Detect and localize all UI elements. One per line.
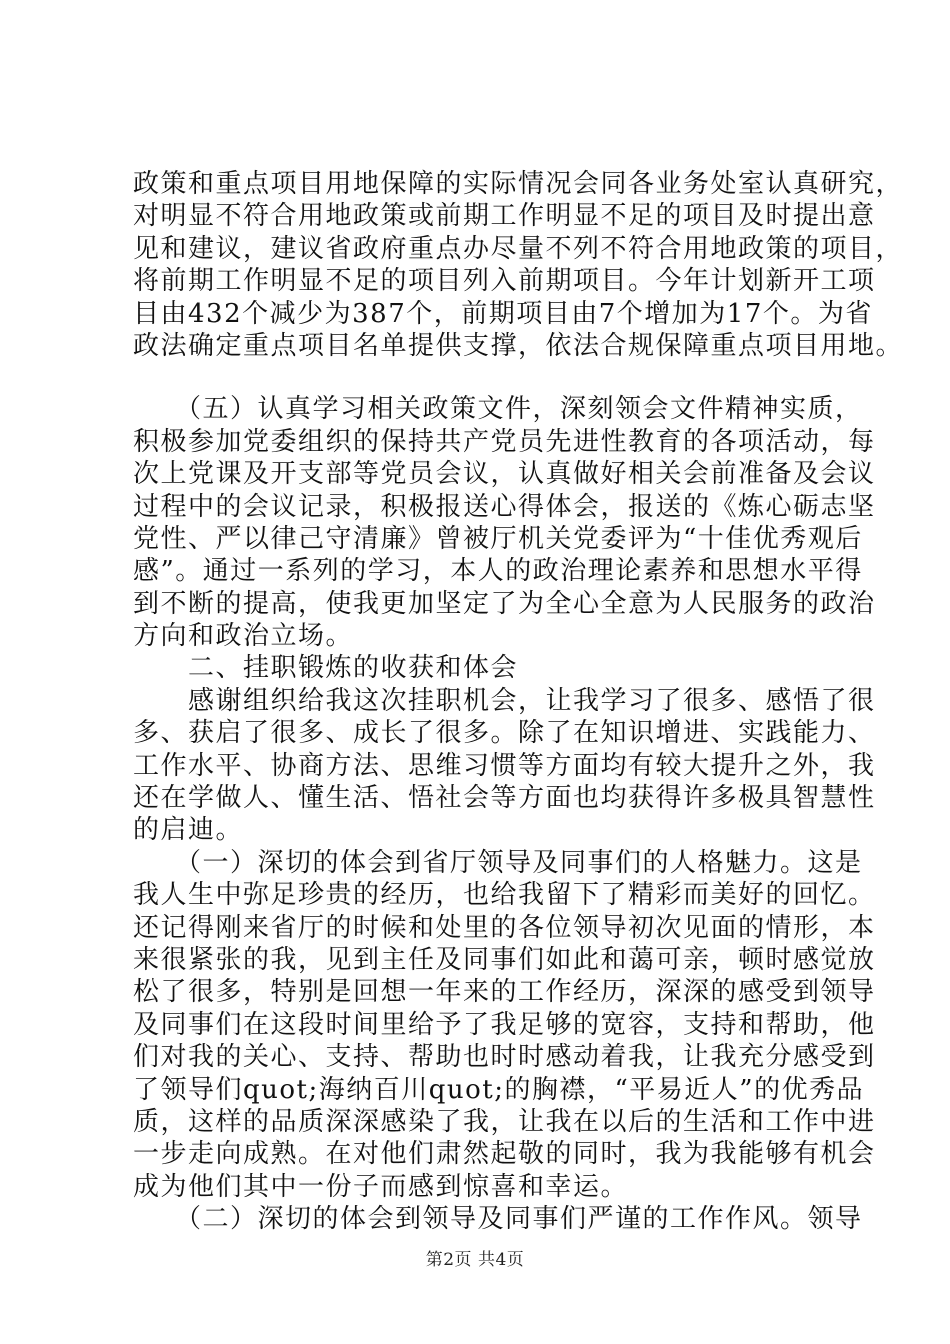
text-line: 成为他们其中一份子而感到惊喜和幸运。	[133, 1171, 629, 1202]
text-line: 的启迪。	[133, 815, 244, 846]
text-line: 松了很多，特别是回想一年来的工作经历，深深的感受到领导	[133, 977, 876, 1008]
paragraph-item-one	[133, 847, 876, 1203]
text-line: 感谢组织给我这次挂职机会，让我学习了很多、感悟了很	[133, 685, 876, 716]
text-line: 过程中的会议记录，积极报送心得体会，报送的《炼心砺志坚	[133, 491, 876, 522]
text-line: 及同事们在这段时间里给予了我足够的宽容，支持和帮助，他	[133, 1009, 876, 1040]
section-heading: 二、挂职锻炼的收获和体会	[133, 653, 519, 684]
paragraph-land-use	[133, 168, 904, 362]
text-line: 政策和重点项目用地保障的实际情况会同各业务处室认真研究，	[133, 169, 904, 199]
text-line: 我人生中弥足珍贵的经历，也给我留下了精彩而美好的回忆。	[133, 880, 876, 911]
text-line: 次上党课及开支部等党员会议，认真做好相关会前准备及会议	[133, 459, 876, 490]
text-line: 感”。通过一系列的学习，本人的政治理论素养和思想水平得	[133, 556, 863, 587]
paragraph-gratitude	[133, 685, 876, 847]
section-heading-two	[133, 652, 833, 684]
page-number-footer: 第2页 共4页	[425, 1250, 525, 1270]
text-line: 多、获启了很多、成长了很多。除了在知识增进、实践能力、	[133, 718, 876, 749]
document-body	[133, 168, 904, 1236]
text-line: 工作水平、协商方法、思维习惯等方面均有较大提升之外，我	[133, 750, 876, 781]
text-line: 还记得刚来省厅的时候和处里的各位领导初次见面的情形，本	[133, 912, 876, 943]
text-line: 质，这样的品质深深感染了我，让我在以后的生活和工作中进	[133, 1106, 876, 1137]
text-line: （五）认真学习相关政策文件，深刻领会文件精神实质，	[133, 394, 863, 425]
text-line: 政法确定重点项目名单提供支撑，依法合规保障重点项目用地。	[133, 330, 904, 361]
text-line: 到不断的提高，使我更加坚定了为全心全意为人民服务的政治	[133, 588, 876, 619]
paragraph-item-two	[133, 1203, 863, 1235]
text-line: （一）深切的体会到省厅领导及同事们的人格魅力。这是	[133, 847, 863, 878]
text-line: 目由432个减少为387个，前期项目由7个增加为17个。为省	[133, 298, 873, 329]
paragraph-spacer	[133, 362, 833, 393]
text-line: 一步走向成熟。在对他们肃然起敬的同时，我为我能够有机会	[133, 1139, 876, 1170]
text-line: 还在学做人、懂生活、悟社会等方面也均获得许多极具智慧性	[133, 783, 876, 814]
text-line: 们对我的关心、支持、帮助也时时感动着我，让我充分感受到	[133, 1042, 876, 1073]
text-line: 见和建议，建议省政府重点办尽量不列不符合用地政策的项目，	[133, 233, 904, 264]
text-line: 来很紧张的我，见到主任及同事们如此和蔼可亲，顿时感觉放	[133, 944, 876, 975]
text-line: 对明显不符合用地政策或前期工作明显不足的项目及时提出意	[133, 201, 876, 232]
text-line: （二）深切的体会到领导及同事们严谨的工作作风。领导	[133, 1204, 863, 1235]
text-line: 党性、严以律己守清廉》曾被厅机关党委评为“十佳优秀观后	[133, 523, 863, 554]
text-line: 积极参加党委组织的保持共产党员先进性教育的各项活动，每	[133, 426, 876, 457]
text-line: 了领导们quot;海纳百川quot;的胸襟，“平易近人”的优秀品	[133, 1074, 865, 1105]
paragraph-item-five	[133, 393, 876, 652]
text-line: 将前期工作明显不足的项目列入前期项目。今年计划新开工项	[133, 266, 876, 297]
text-line: 方向和政治立场。	[133, 621, 354, 652]
